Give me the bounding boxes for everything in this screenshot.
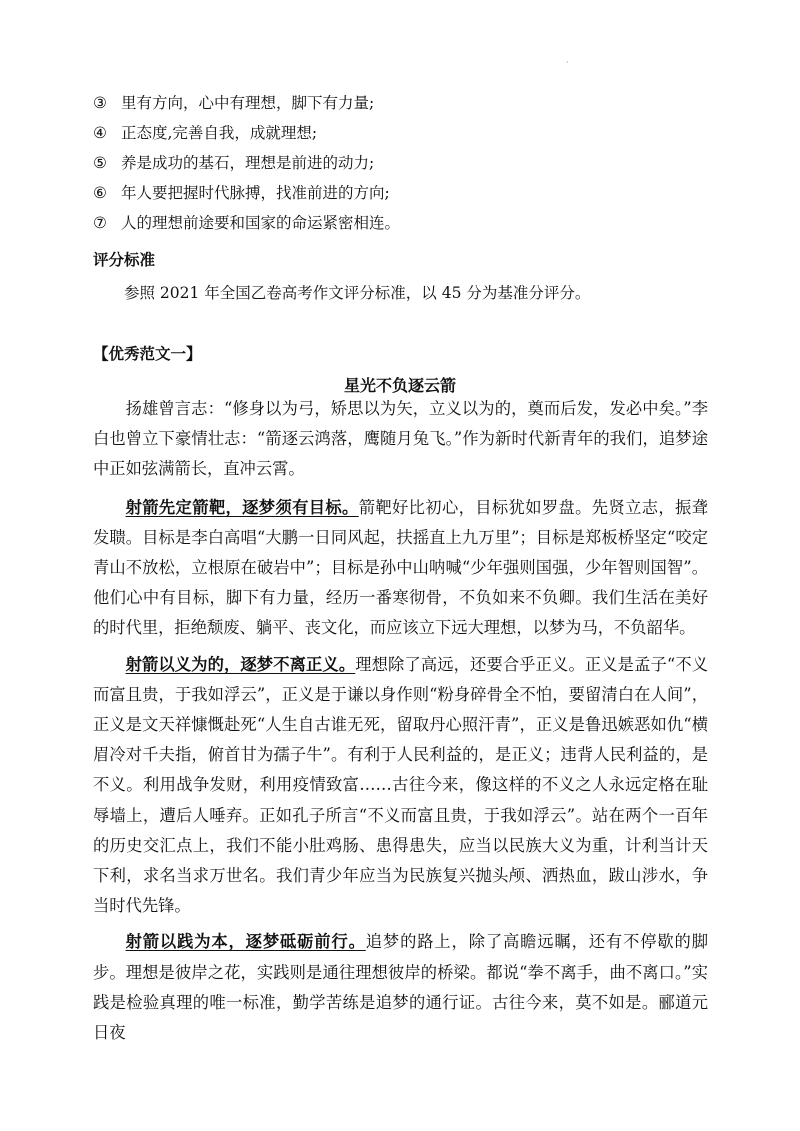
list-text: 人的理想前途要和国家的命运紧密相连。 xyxy=(121,214,401,232)
list-text: 养是成功的基石，理想是前进的动力; xyxy=(121,154,375,172)
list-item xyxy=(93,148,713,178)
paragraph-lead: 射箭先定箭靶，逐梦须有目标。 xyxy=(125,497,359,517)
list-text: 里有方向，心中有理想，脚下有力量; xyxy=(121,94,375,112)
list-item xyxy=(93,118,713,148)
list-number: ⑦ xyxy=(93,214,107,232)
essay-paragraph xyxy=(93,493,708,644)
paragraph-text: 箭靶好比初心，目标犹如罗盘。先贤立志，振聋发聩。目标是李白高唱“大鹏一日同风起，扶摇直上九万里”；目标是郑板桥坚定“咬定青山不放松，立根原在破岩中”；目标是孙中山呐喊“少年强则国强，少年智则国智”。他们心中有目标，脚下有力量，经历一番寒彻骨，不负如来不负卿。我们生活在美好的时代里，拒绝颓废、躺平、丧文化，而应该立下远大理想，以梦为马，不负韶华。 xyxy=(93,497,708,638)
essay-paragraph xyxy=(93,650,708,922)
list-number: ④ xyxy=(93,124,107,142)
page-mark: · xyxy=(566,58,569,67)
essay-paragraph xyxy=(93,927,708,1048)
paragraph-lead: 射箭以践为本，逐梦砥砺前行。 xyxy=(125,932,366,952)
essay-paragraph xyxy=(93,394,708,485)
list-number: ③ xyxy=(93,94,107,112)
list-number: ⑤ xyxy=(93,154,107,172)
paragraph-lead: 射箭以义为的，逐梦不离正义。 xyxy=(125,654,356,674)
list-text: 正态度,完善自我，成就理想; xyxy=(121,124,318,142)
paragraph-text: 追梦的路上，除了高瞻远瞩，还有不停歇的脚步。理想是彼岸之花，实践则是通往理想彼岸的桥梁。都说“拳不离手，曲不离口。”实践是检验真理的唯一标准，勤学苦练是追梦的通行证。古往今来，莫不如是。郦道元日夜 xyxy=(93,932,708,1043)
list-number: ⑥ xyxy=(93,184,107,202)
list-item xyxy=(93,178,713,208)
list-item xyxy=(93,88,713,118)
paragraph-text: 理想除了高远，还要合乎正义。正义是孟子“不义而富且贵，于我如浮云”，正义是于谦以身作则“粉身碎骨全不怕，要留清白在人间”，正义是文天祥慷慨赴死“人生自古谁无死，留取丹心照汗青”，正义是鲁迅嫉恶如仇“横眉冷对千夫指，俯首甘为孺子牛”。有利于人民利益的，是正义；违背人民利益的，是不义。利用战争发财，利用疫情致富……古往今来，像这样的不义之人永远定格在耻辱墙上，遭后人唾弃。正如孔子所言“不义而富且贵，于我如浮云”。站在两个一百年的历史交汇点上，我们不能小肚鸡肠、患得患失，应当以民族大义为重，计利当计天下利，求名当求万世名。我们青少年应当为民族复兴抛头颅、洒热血，跋山涉水，争当时代先锋。 xyxy=(93,654,708,916)
paragraph-text: 扬雄曾言志：“修身以为弓，矫思以为矢，立义以为的，奠而后发，发必中矣。”李白也曾立下豪情壮志：“箭逐云鸿落，鹰随月兔飞。”作为新时代新青年的我们，追梦途中正如弦满箭长，直冲云霄。 xyxy=(93,399,708,479)
scoring-text: 参照 2021 年全国乙卷高考作文评分标准，以 45 分为基准分评分。 xyxy=(124,284,591,302)
scoring-heading: 评分标准 xyxy=(93,251,156,269)
list-text: 年人要把握时代脉搏，找准前进的方向; xyxy=(121,184,390,202)
essay-badge: 【优秀范文一】 xyxy=(93,345,202,363)
essay-title: 星光不负逐云箭 xyxy=(343,376,456,395)
theme-list xyxy=(93,88,713,238)
list-item xyxy=(93,208,713,238)
essay-body xyxy=(93,394,708,1048)
